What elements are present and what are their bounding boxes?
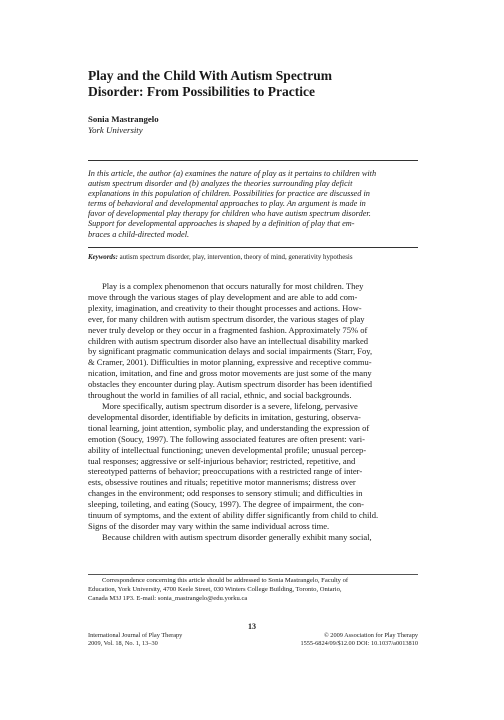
body-text <box>88 281 418 543</box>
abstract-line: In this article, the author (a) examines the nature of play as it pertains to children with <box>88 169 377 178</box>
body-line: move through the various stages of play development and are able to add com- <box>88 291 358 302</box>
journal-name: International Journal of Play Therapy <box>88 632 183 639</box>
footnote-line: Canada M3J 1P3. E-mail: sonia_mastrangelo@edu.yorku.ca <box>88 595 248 603</box>
title-line: Disorder: From Possibilities to Practice <box>88 84 315 99</box>
abstract-line: terms of behavioral and developmental approaches to play. An argument is made in <box>88 199 366 209</box>
abstract-line: Support for developmental approaches is shaped by a definition of play that em- <box>88 219 355 229</box>
body-line: changes in the environment; odd responses to sensory stimuli; and difficulties in <box>88 488 363 499</box>
issn-doi: 1555-6824/09/$12.00 DOI: 10.1037/a0013810 <box>300 640 418 648</box>
correspondence-footnote <box>88 576 418 604</box>
body-line: tional learning, joint attention, symbolic play, and understanding the expression of <box>88 422 370 433</box>
body-line: Signs of the disorder may vary within the same individual across time. <box>88 520 330 531</box>
body-line: tual responses; aggressive or self-injurious behavior; restricted, repetitive, and <box>88 455 356 466</box>
copyright-block <box>300 632 418 649</box>
body-line: obstacles they encounter during play. Autism spectrum disorder has been identified <box>88 379 373 390</box>
body-line: & Cramer, 2001). Difficulties in motor planning, expressive and receptive commu- <box>88 357 372 368</box>
keywords-text: autism spectrum disorder, play, intervention, theory of mind, generativity hypothesis <box>119 254 353 261</box>
body-line: never truly develop or they occur in a fragmented fashion. Approximately 75% of <box>88 324 368 335</box>
body-line: Because children with autism spectrum disorder generally exhibit many social, <box>102 531 372 542</box>
body-line: ability of intellectual functioning; uneven developmental profile; unusual percep- <box>88 444 367 455</box>
body-line: ever, for many children with autism spectrum disorder, the various stages of play <box>88 313 365 324</box>
body-line: throughout the world in families of all racial, ethnic, and social backgrounds. <box>88 390 352 401</box>
abstract-line: autism spectrum disorder and (b) analyzes the theories surrounding play deficit <box>88 179 353 189</box>
footnote-line: Education, York University, 4700 Keele Street, 030 Winters College Building, Toronto, Ontario, <box>88 586 342 594</box>
footnote-rule <box>88 574 418 575</box>
body-line: ests, obsessive routines and rituals; repetitive motor mannerisms; distress over <box>88 477 356 488</box>
abstract-line: braces a child-directed model. <box>88 229 190 239</box>
abstract-line: favor of developmental play therapy for children who have autism spectrum disorder. <box>88 209 371 219</box>
abstract-top-rule <box>88 160 418 161</box>
body-line: by significant pragmatic communication delays and social impairments (Starr, Foy, <box>88 346 373 357</box>
body-line: Play is a complex phenomenon that occurs naturally for most children. They <box>102 281 364 291</box>
page-number: 13 <box>248 622 256 631</box>
body-line: children with autism spectrum disorder also have an intellectual disability marked <box>88 335 369 346</box>
body-line: developmental disorder, identifiable by deficits in imitation, gesturing, observa- <box>88 411 361 422</box>
author-affiliation: York University <box>88 125 143 135</box>
journal-citation <box>88 632 182 649</box>
body-line: More specifically, autism spectrum disorder is a severe, lifelong, pervasive <box>102 400 358 411</box>
keywords <box>88 254 428 261</box>
journal-volume: 2009, Vol. 18, No. 1, 13–30 <box>88 640 158 648</box>
body-line: plexity, imagination, and creativity to their thought processes and actions. How- <box>88 302 362 313</box>
body-line: emotion (Soucy, 1997). The following associated features are often present: vari- <box>88 433 365 444</box>
article-title <box>88 68 428 100</box>
body-line: sleeping, toileting, and eating (Soucy, 1997). The degree of impairment, the con- <box>88 499 365 510</box>
author-name: Sonia Mastrangelo <box>88 114 159 124</box>
body-line: tinuum of symptoms, and the extent of ability differ significantly from child to child. <box>88 510 379 521</box>
footnote-line: Correspondence concerning this article should be addressed to Sonia Mastrangelo, Faculty of <box>102 577 349 584</box>
title-line: Play and the Child With Autism Spectrum <box>88 68 333 83</box>
body-line: stereotyped patterns of behavior; preoccupations with a restricted range of inter- <box>88 466 363 477</box>
copyright-notice: © 2009 Association for Play Therapy <box>323 632 418 639</box>
abstract-bottom-rule <box>88 247 418 248</box>
keywords-label: Keywords: <box>88 254 118 261</box>
body-line: nication, imitation, and fine and gross motor movements are just some of the many <box>88 368 372 379</box>
abstract-line: explanations in this population of children. Possibilities for practice are discussed in <box>88 189 370 199</box>
abstract <box>88 169 418 240</box>
